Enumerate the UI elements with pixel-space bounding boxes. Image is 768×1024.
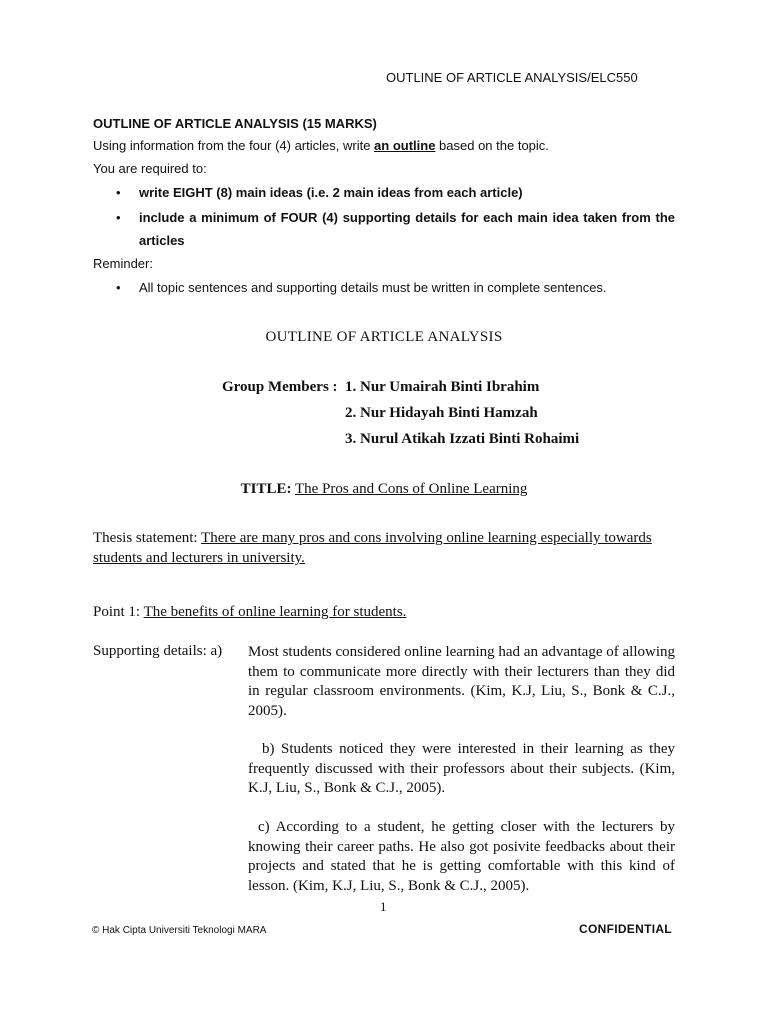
thesis-text: towards [600,530,652,546]
bullet-dot: • [116,280,121,295]
reminder-label: Reminder: [93,256,153,271]
bullet-dot: • [116,185,121,200]
supporting-detail: c) According to a student, he getting closer with the lecturers by knowing their career paths. He also got posivite feedbacks about their projects and stated that he is getting comfortable with this kind of lesson. (Kim, K.J, Liu, S., Bonk & C.J., 2005). [248,819,675,894]
title-label: TITLE: [240,481,292,497]
group-members-label: Group Members : [222,379,338,395]
thesis-text: There are many pros and cons involving online learning especially [201,530,601,546]
point-label: Point 1: [93,604,144,620]
bullet-dot: • [116,210,121,225]
supporting-detail: b) Students noticed they were interested in their learning as they frequently discussed with their professors about their subjects. (Kim, K.J, Liu, S., Bonk & C.J., 2005). [248,741,675,796]
title-value: The Pros and Cons of Online Learning [294,481,528,497]
article-title-row [0,481,768,498]
supporting-details-label: Supporting details: a) [93,643,223,659]
confidential-label: CONFIDENTIAL [579,922,672,936]
required-label: You are required to: [93,161,207,176]
point-line [93,604,406,621]
instruction-text-end: based on the topic. [435,138,549,153]
reminder-item: All topic sentences and supporting details must be written in complete sentences. [139,280,607,295]
group-member: 3. Nurul Atikah Izzati Binti Rohaimi [345,431,580,447]
thesis-label: Thesis statement: [93,530,202,546]
point-text: The benefits of online learning for students. [143,604,407,620]
instruction-line [93,138,549,153]
page-number: 1 [380,899,387,914]
supporting-detail: Most students considered online learning had an advantage of allowing them to communicate more directly with their lecturers than they did in regular classroom environments. (Kim, K.J, Liu, S., Bonk & C.J., 2005). [248,644,675,719]
instruction-emphasis: an outline [374,138,436,153]
group-member: 1. Nur Umairah Binti Ibrahim [345,379,540,395]
running-header: OUTLINE OF ARTICLE ANALYSIS/ELC550 [386,70,638,85]
copyright-notice: © Hak Cipta Universiti Teknologi MARA [92,925,267,936]
outline-title: OUTLINE OF ARTICLE ANALYSIS [265,329,503,345]
requirement-item: include a minimum of FOUR (4) supporting details for each main idea taken from the articles [139,210,675,248]
requirement-item: write EIGHT (8) main ideas (i.e. 2 main ideas from each article) [139,185,523,200]
thesis-line [93,530,652,547]
group-member: 2. Nur Hidayah Binti Hamzah [345,405,538,421]
thesis-continuation: students and lecturers in university. [93,550,305,566]
section-heading: OUTLINE OF ARTICLE ANALYSIS (15 MARKS) [93,116,377,131]
instruction-text: Using information from the four (4) articles, write [93,138,375,153]
